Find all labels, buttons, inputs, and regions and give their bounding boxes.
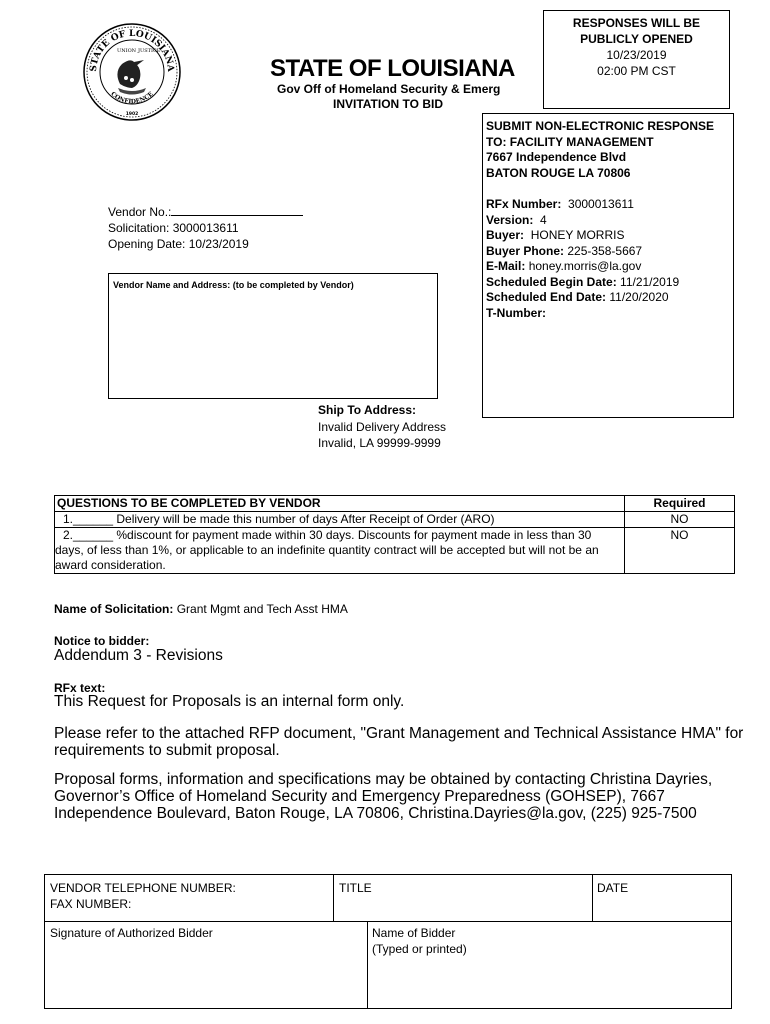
ship-to-label: Ship To Address: bbox=[318, 403, 417, 417]
responses-line1: RESPONSES WILL BE bbox=[572, 16, 701, 30]
solicitation-number: Solicitation: 3000013611 bbox=[108, 221, 239, 235]
signature-block bbox=[44, 874, 732, 1009]
end-date: 11/20/2020 bbox=[609, 290, 669, 304]
questions-header: QUESTIONS TO BE COMPLETED BY VENDOR bbox=[55, 496, 625, 512]
buyer-email[interactable]: honey.morris@la.gov bbox=[528, 259, 642, 273]
agency-name: Gov Off of Homeland Security & Emerg bbox=[277, 82, 501, 96]
version: 4 bbox=[540, 212, 547, 227]
buyer-phone: 225-358-5667 bbox=[567, 243, 643, 258]
rfx-text-label: RFx text: bbox=[54, 681, 106, 695]
rfx-paragraph-1: This Request for Proposals is an internal form only. bbox=[54, 693, 405, 710]
vendor-box-label: Vendor Name and Address: (to be completed by Vendor) bbox=[113, 280, 354, 290]
date-field[interactable]: DATE bbox=[597, 881, 629, 895]
table-row bbox=[55, 528, 735, 574]
question-2: 2.______ %discount for payment made within 30 days. Discounts for payment made in less than 30 days, of less than 1%, or applicable to an indefinite quantity contract will be accepted but will not be an award consideration. bbox=[55, 528, 625, 574]
title-field[interactable]: TITLE bbox=[339, 881, 372, 895]
ship-to-address bbox=[318, 402, 446, 452]
t-number-label: T-Number: bbox=[486, 305, 546, 320]
submission-info-box bbox=[482, 113, 734, 418]
submit-line4: BATON ROUGE LA 70806 bbox=[486, 165, 631, 180]
notice-label: Notice to bidder: bbox=[54, 634, 150, 648]
opening-date: 10/23/2019 bbox=[606, 48, 667, 62]
fax-label: FAX NUMBER: bbox=[50, 897, 132, 911]
svg-text:1902: 1902 bbox=[125, 112, 139, 117]
document-type: INVITATION TO BID bbox=[333, 97, 443, 111]
submit-line3: 7667 Independence Blvd bbox=[486, 150, 627, 164]
email-row: E-Mail: honey.morris@la.gov bbox=[486, 259, 642, 273]
vendor-no-field[interactable] bbox=[171, 203, 303, 216]
table-row bbox=[55, 512, 735, 528]
responses-line2: PUBLICLY OPENED bbox=[580, 32, 693, 46]
rfx-number: 3000013611 bbox=[568, 197, 634, 211]
ship-to-line2: Invalid, LA 99999-9999 bbox=[318, 436, 441, 450]
notice-text: Addendum 3 - Revisions bbox=[54, 647, 223, 664]
state-seal-logo bbox=[82, 22, 182, 122]
opening-time: 02:00 PM CST bbox=[597, 64, 676, 78]
submit-line1: SUBMIT NON-ELECTRONIC RESPONSE bbox=[486, 119, 715, 133]
vendor-name-address-box[interactable] bbox=[108, 273, 438, 399]
ship-to-line1: Invalid Delivery Address bbox=[318, 419, 447, 434]
submit-line2: TO: FACILITY MANAGEMENT bbox=[486, 134, 654, 149]
question-2-required: NO bbox=[625, 528, 735, 574]
vendor-no-row: Vendor No.: bbox=[108, 203, 303, 220]
vendor-phone-field[interactable]: VENDOR TELEPHONE NUMBER: FAX NUMBER: bbox=[50, 881, 236, 911]
solicitation-name: Grant Mgmt and Tech Asst HMA bbox=[176, 602, 348, 616]
svg-text:JUSTICE: JUSTICE bbox=[138, 48, 161, 54]
bidder-name-sub: (Typed or printed) bbox=[372, 942, 467, 956]
buyer-phone-row: Buyer Phone: 225-358-5667 bbox=[486, 243, 643, 258]
required-header: Required bbox=[625, 496, 735, 512]
begin-date-row: Scheduled Begin Date: 11/21/2019 bbox=[486, 274, 680, 289]
end-date-row: Scheduled End Date: 11/20/2020 bbox=[486, 290, 669, 304]
responses-box bbox=[543, 10, 730, 109]
vendor-info bbox=[108, 203, 303, 252]
svg-text:UNION: UNION bbox=[117, 48, 137, 54]
question-1: 1.______ Delivery will be made this number of days After Receipt of Order (ARO) bbox=[55, 512, 625, 528]
opening-date-line: Opening Date: 10/23/2019 bbox=[108, 237, 249, 251]
solicitation-name-row: Name of Solicitation: Grant Mgmt and Tech Asst HMA bbox=[54, 602, 348, 616]
svg-text:CONFIDENCE: CONFIDENCE bbox=[109, 90, 155, 106]
version-row: Version: 4 bbox=[486, 212, 547, 227]
signature-field[interactable]: Signature of Authorized Bidder bbox=[50, 926, 213, 940]
rfx-paragraph-2: Please refer to the attached RFP document, "Grant Management and Technical Assistance HMA" for requirements to submit proposal. bbox=[54, 725, 744, 759]
begin-date: 11/21/2019 bbox=[620, 274, 680, 289]
rfx-number-row: RFx Number: 3000013611 bbox=[486, 197, 634, 211]
buyer-name: HONEY MORRIS bbox=[530, 228, 625, 242]
state-title: STATE OF LOUISIANA bbox=[270, 55, 515, 82]
buyer-row: Buyer: HONEY MORRIS bbox=[486, 228, 625, 242]
svg-text:STATE OF LOUISIANA: STATE OF LOUISIANA bbox=[88, 28, 176, 73]
questions-table bbox=[54, 495, 735, 574]
bidder-name-field[interactable]: Name of Bidder (Typed or printed) bbox=[372, 926, 467, 956]
rfx-paragraph-3: Proposal forms, information and specifications may be obtained by contacting Christina Dayries, Governor’s Office of Homeland Security and Emergency Preparedness (GOHSEP), 7667 Independence Boulevard, Baton Rouge, LA 70806, Christina.Dayries@la.gov, (225) 925-7500 bbox=[54, 771, 713, 822]
questions-header-row bbox=[55, 496, 735, 512]
question-1-required: NO bbox=[625, 512, 735, 528]
